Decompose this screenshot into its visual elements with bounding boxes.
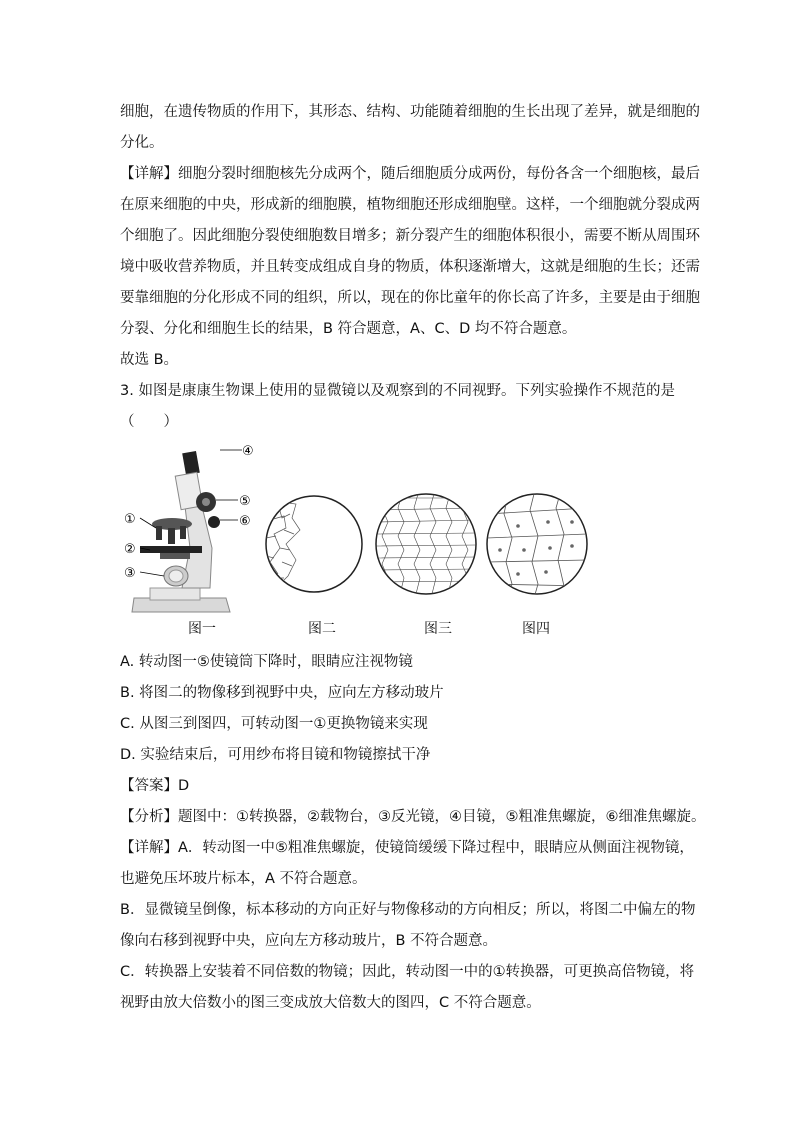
caption-fig1: 图一 bbox=[188, 621, 216, 637]
option-b: B. 将图二的物像移到视野中央，应向左方移动玻片 bbox=[120, 685, 444, 701]
text-line: 视野由放大倍数小的图三变成放大倍数大的图四，C 不符合题意。 bbox=[120, 995, 541, 1011]
microscope-figure bbox=[120, 438, 590, 638]
text-line: B．显微镜呈倒像，标本移动的方向正好与物像移动的方向相反；所以，将图二中偏左的物 bbox=[120, 902, 696, 918]
view-fig4 bbox=[487, 494, 587, 598]
analysis-line: 【分析】题图中：①转换器，②载物台，③反光镜，④目镜，⑤粗准焦螺旋，⑥细准焦螺旋。 bbox=[120, 809, 706, 825]
option-d: D. 实验结束后，可用纱布将目镜和物镜擦拭干净 bbox=[120, 747, 431, 763]
text-line: 分裂、分化和细胞生长的结果，B 符合题意，A、C、D 均不符合题意。 bbox=[120, 321, 577, 337]
option-a: A. 转动图一⑤使镜筒下降时，眼睛应注视物镜 bbox=[120, 654, 413, 670]
option-c: C. 从图三到图四，可转动图一①更换物镜来实现 bbox=[120, 716, 428, 732]
text-line: C．转换器上安装着不同倍数的物镜；因此，转动图一中的①转换器，可更换高倍物镜，将 bbox=[120, 964, 695, 980]
text-line: 在原来细胞的中央，形成新的细胞膜，植物细胞还形成细胞壁。这样，一个细胞就分裂成两 bbox=[120, 197, 700, 213]
figure-drawing bbox=[120, 438, 590, 638]
label-4: ④ bbox=[242, 444, 254, 459]
text-line: 【详解】细胞分裂时细胞核先分成两个，随后细胞质分成两份，每份各含一个细胞核，最后 bbox=[120, 166, 700, 182]
question-bracket: （ ） bbox=[120, 414, 178, 430]
text-line: 【详解】A．转动图一中⑤粗准焦螺旋，使镜筒缓缓下降过程中，眼睛应从侧面注视物镜， bbox=[120, 840, 694, 856]
text-line: 个细胞了。因此细胞分裂使细胞数目增多；新分裂产生的细胞体积很小，需要不断从周围环 bbox=[120, 228, 700, 244]
answer-line: 【答案】D bbox=[120, 778, 190, 794]
view-fig3 bbox=[376, 494, 476, 594]
caption-fig2: 图二 bbox=[308, 621, 336, 637]
caption-fig4: 图四 bbox=[522, 621, 550, 637]
text-line: 要靠细胞的分化形成不同的组织，所以，现在的你比童年的你长高了许多，主要是由于细胞 bbox=[120, 290, 700, 306]
label-2: ② bbox=[124, 542, 136, 557]
label-5: ⑤ bbox=[239, 494, 251, 509]
label-1: ① bbox=[124, 512, 136, 527]
caption-fig3: 图三 bbox=[424, 621, 452, 637]
question-text: 3. 如图是康康生物课上使用的显微镜以及观察到的不同视野。下列实验操作不规范的是 bbox=[120, 383, 675, 399]
label-6: ⑥ bbox=[239, 514, 251, 529]
text-line: 故选 B。 bbox=[120, 352, 179, 368]
microscope-image bbox=[132, 450, 242, 612]
text-line: 分化。 bbox=[120, 135, 164, 151]
text-line: 境中吸收营养物质，并且转变成组成自身的物质，体积逐渐增大，这就是细胞的生长；还需 bbox=[120, 259, 700, 275]
label-3: ③ bbox=[124, 566, 136, 581]
view-fig2 bbox=[266, 496, 362, 592]
text-line: 像向右移到视野中央，应向左方移动玻片，B 不符合题意。 bbox=[120, 933, 498, 949]
text-line: 细胞，在遗传物质的作用下，其形态、结构、功能随着细胞的生长出现了差异，就是细胞的 bbox=[120, 104, 700, 120]
text-line: 也避免压坏玻片标本，A 不符合题意。 bbox=[120, 871, 367, 887]
